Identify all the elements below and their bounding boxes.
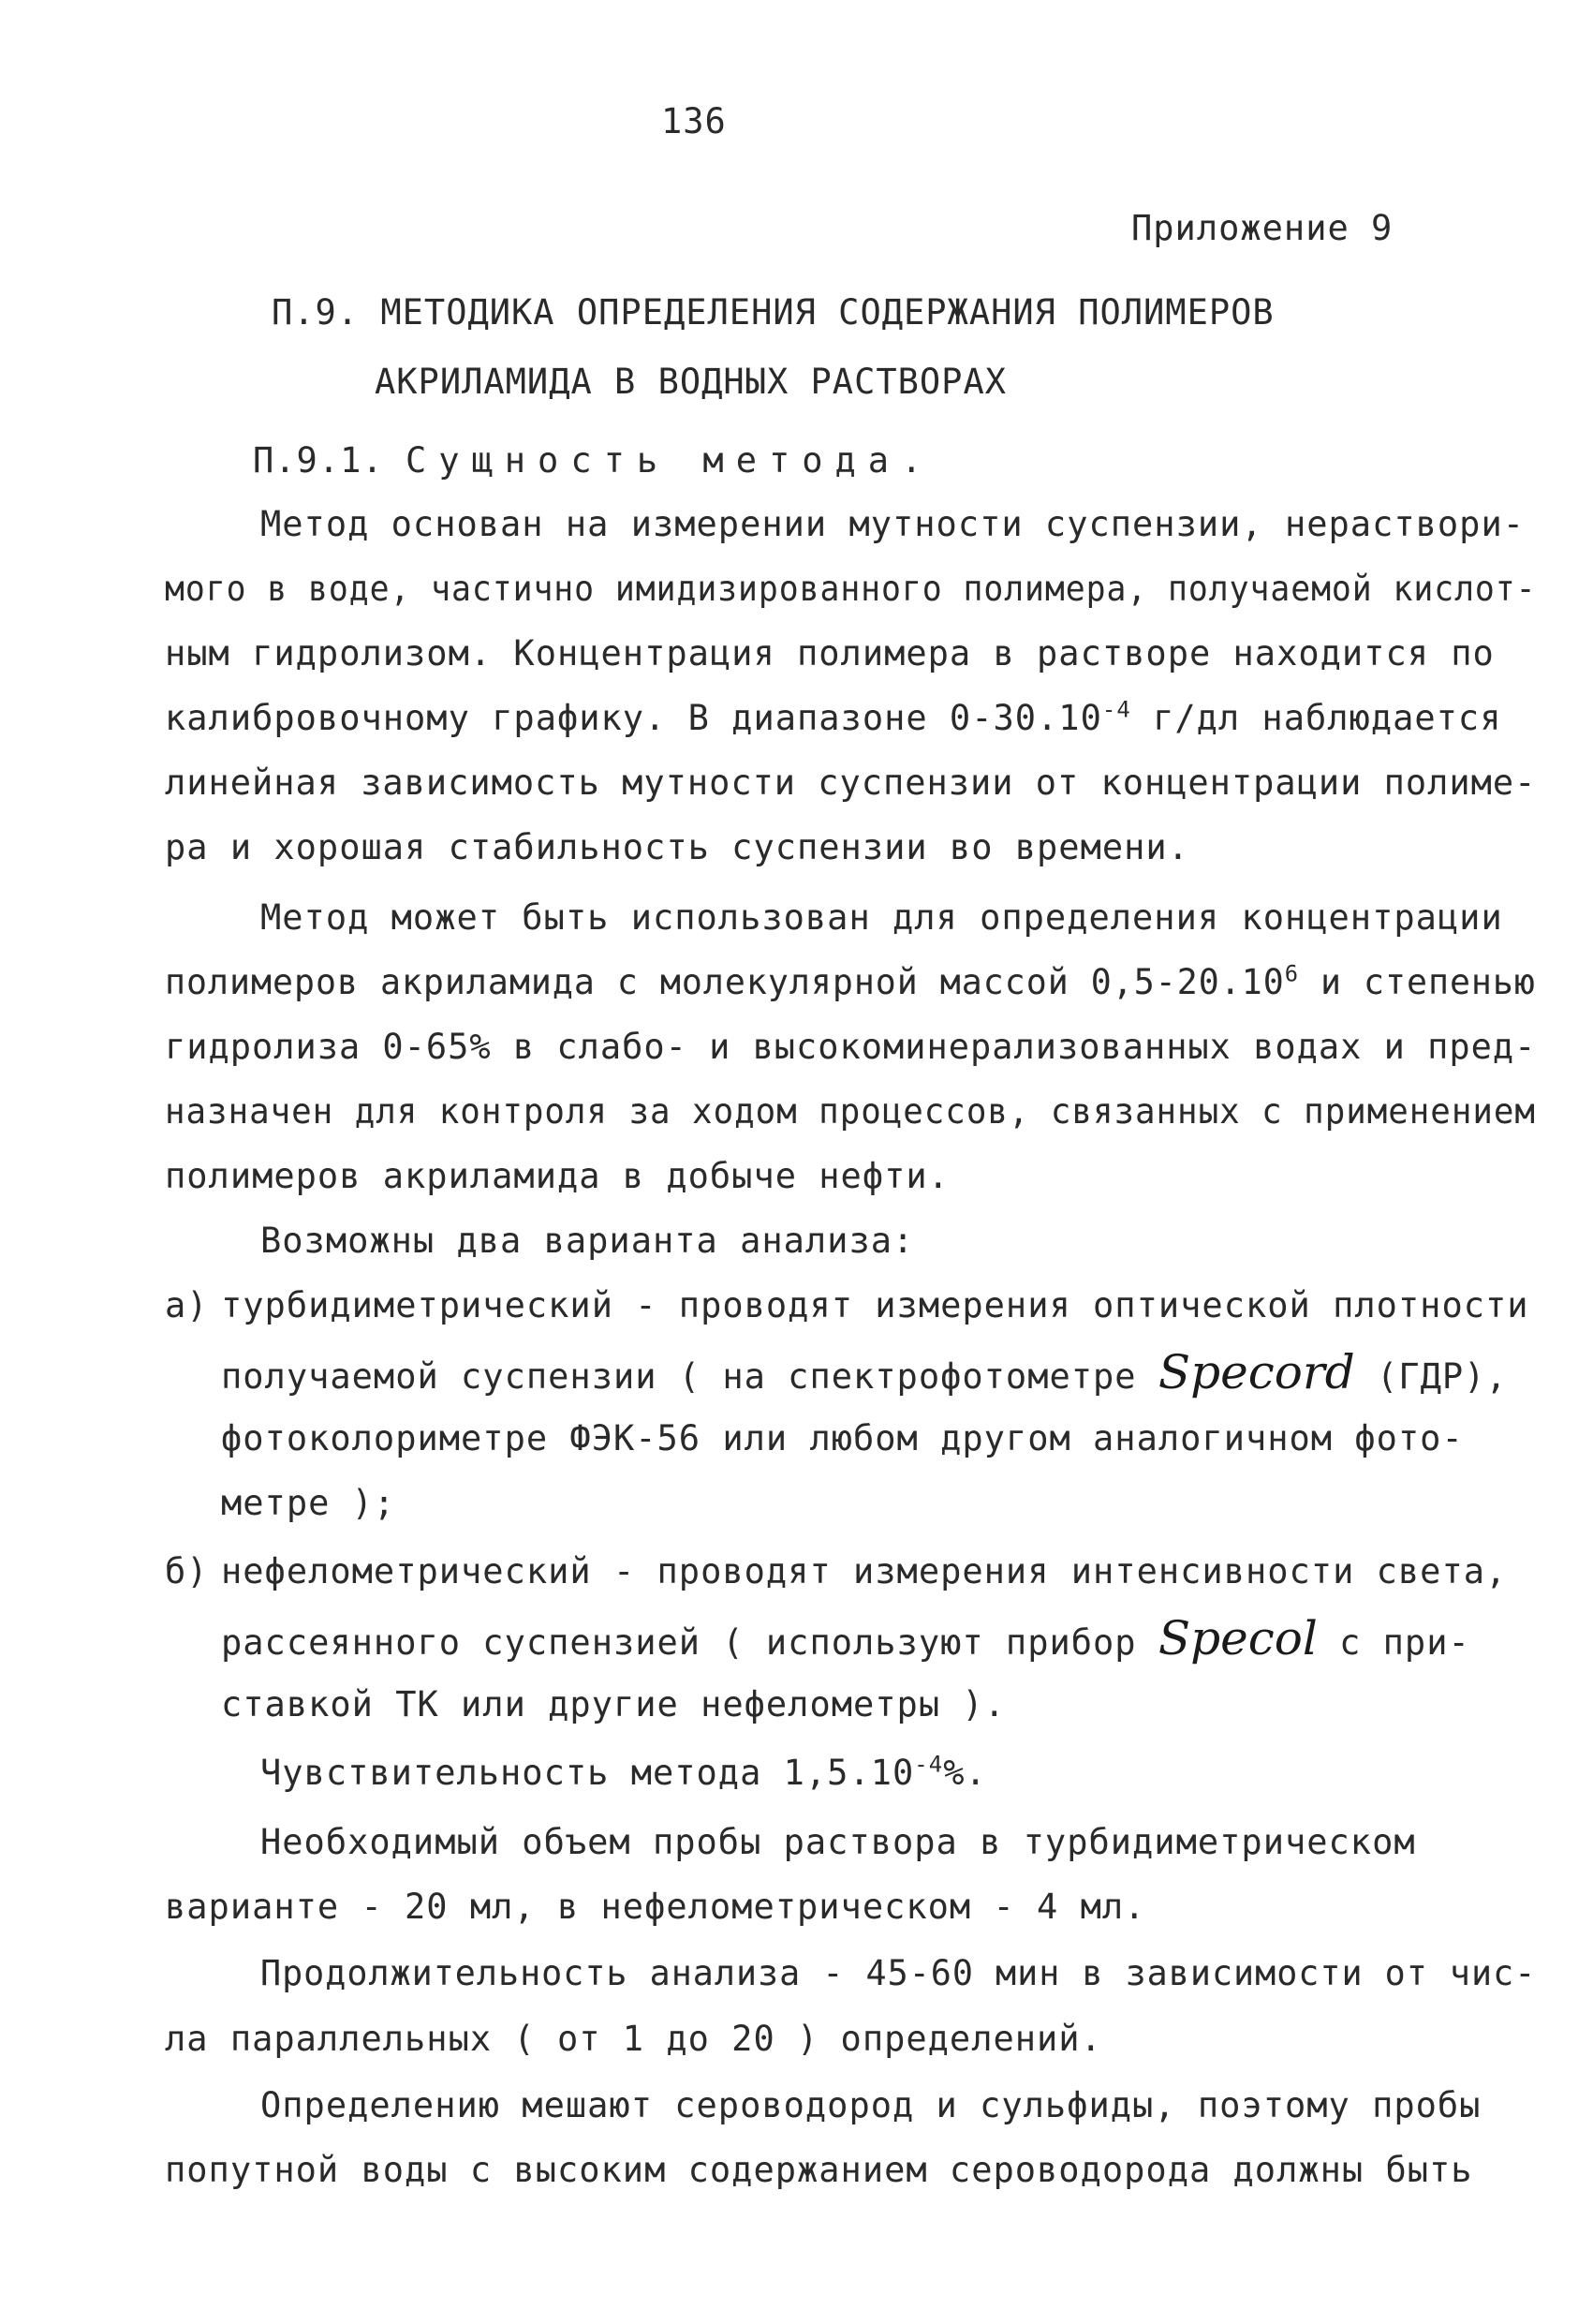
specord-handwritten: Specord — [1158, 1345, 1355, 1399]
para3-line-1: Возможны два варианта анализа: — [260, 1221, 915, 1261]
item-b-marker: б) — [165, 1551, 209, 1591]
duration-line-1: Продолжительность анализа - 45-60 мин в зависимости от чис- — [260, 1953, 1537, 1993]
item-a-line-3: фотоколориметре ФЭК-56 или любом другом аналогичном фото- — [221, 1418, 1464, 1458]
item-b-line-3: ставкой ТК или другие нефелометры ). — [221, 1684, 1006, 1724]
item-b-line-2-a: рассеянного суспензией ( используют прибор — [221, 1622, 1137, 1663]
appendix-label: Приложение 9 — [1131, 208, 1394, 248]
item-a-line-2-b: (ГДР), — [1377, 1356, 1508, 1397]
sensitivity-exponent: -4 — [914, 1751, 944, 1778]
para2-line-2-b: и степенью — [1298, 962, 1536, 1002]
item-a-line-1: турбидиметрический - проводят измерения оптической плотности — [221, 1285, 1529, 1325]
para2-exponent: 6 — [1284, 960, 1299, 987]
para2-line-2-a: полимеров акриламида с молекулярной массой 0,5-20.10 — [165, 962, 1285, 1002]
para2-line-5: полимеров акриламида в добыче нефти. — [165, 1156, 950, 1196]
volume-line-1: Необходимый объем пробы раствора в турбидиметрическом — [260, 1822, 1416, 1862]
para1-line-4-b: г/дл наблюдается — [1130, 698, 1502, 738]
item-a-line-4: метре ); — [221, 1483, 396, 1523]
sensitivity-a: Чувствительность метода 1,5.10 — [260, 1753, 915, 1793]
section-number: П.9.1. — [253, 440, 384, 481]
title-line-2: АКРИЛАМИДА В ВОДНЫХ РАСТВОРАХ — [375, 362, 1008, 402]
specol-handwritten: Specol — [1158, 1611, 1318, 1665]
section-title: Сущность метода. — [405, 440, 935, 481]
para1-line-4 — [165, 698, 1501, 739]
para1-line-1: Метод основан на измерении мутности суспензии, нераствори- — [260, 504, 1526, 544]
item-b-line-1: нефелометрический - проводят измерения интенсивности света, — [221, 1551, 1508, 1591]
para1-line-6: ра и хорошая стабильность суспензии во времени. — [165, 827, 1189, 867]
para1-line-3: ным гидролизом. Концентрация полимера в растворе находится по — [165, 633, 1495, 674]
item-a-line-2-a: получаемой суспензии ( на спектрофотометре — [221, 1356, 1137, 1397]
para1-line-2: мого в воде, частично имидизированного полимера, получаемой кислот- — [165, 569, 1537, 609]
title-line-1: П.9. МЕТОДИКА ОПРЕДЕЛЕНИЯ СОДЕРЖАНИЯ ПОЛИМЕРОВ — [272, 292, 1275, 333]
page-number: 136 — [661, 101, 727, 141]
item-a-marker: а) — [165, 1285, 209, 1325]
interference-line-1: Определению мешают сероводород и сульфиды, поэтому пробы — [260, 2085, 1482, 2125]
sensitivity-b: %. — [943, 1753, 987, 1793]
para2-line-3: гидролиза 0-65% в слабо- и высокоминерализованных водах и пред- — [165, 1027, 1537, 1067]
item-b-line-2-b: с при- — [1339, 1622, 1470, 1663]
duration-line-2: ла параллельных ( от 1 до 20 ) определений. — [165, 2019, 1102, 2059]
volume-line-2: варианте - 20 мл, в нефелометрическом - 4 мл. — [165, 1887, 1146, 1927]
item-b-line-2 — [221, 1611, 1470, 1665]
para1-line-5: линейная зависимость мутности суспензии от концентрации полиме- — [165, 762, 1537, 803]
sensitivity-line — [260, 1753, 987, 1794]
para2-line-2 — [165, 962, 1536, 1003]
item-a-line-2 — [221, 1345, 1508, 1399]
para2-line-4: назначен для контроля за ходом процессов, связанных с применением — [165, 1091, 1536, 1132]
section-heading — [253, 440, 934, 481]
para1-line-4-a: калибровочному графику. В диапазоне 0-30.10 — [165, 698, 1102, 738]
para1-exponent: -4 — [1101, 696, 1131, 723]
interference-line-2: попутной воды с высоким содержанием сероводорода должны быть — [165, 2150, 1473, 2190]
para2-line-1: Метод может быть использован для определения концентрации — [260, 897, 1503, 938]
